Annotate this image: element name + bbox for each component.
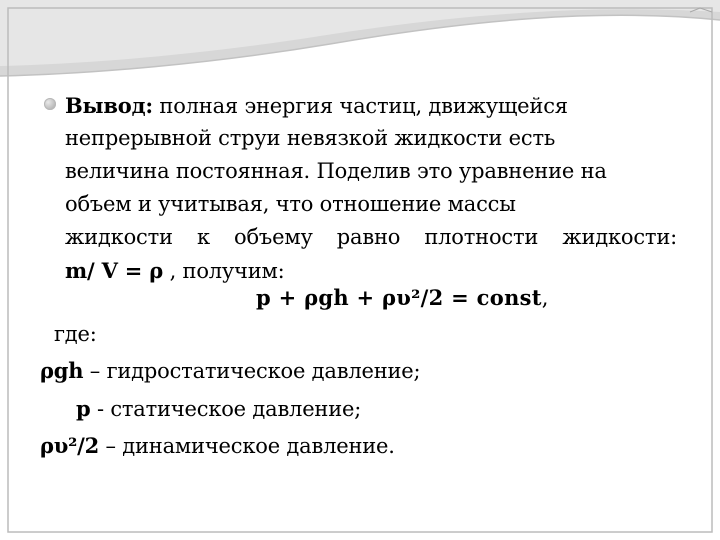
- definition-desc: – гидростатическое давление;: [83, 359, 421, 383]
- definition-desc: – динамическое давление.: [99, 434, 395, 458]
- bullet-icon: [44, 98, 56, 110]
- definition-term: ρυ²/2: [40, 433, 100, 458]
- conclusion-label: Вывод:: [65, 93, 153, 118]
- density-relation: m/ V = ρ: [65, 258, 164, 283]
- paragraph-line-4: объем и учитывая, что отношение массы: [65, 192, 516, 216]
- definition-term: p: [76, 396, 91, 421]
- paragraph-line-1: Вывод: полная энергия частиц, движущейся: [65, 93, 568, 118]
- definition-term: ρgh: [40, 358, 84, 383]
- definition-static: [76, 396, 361, 421]
- paragraph-line-3: величина постоянная. Поделив это уравнение на: [65, 159, 607, 183]
- definition-dynamic: [40, 433, 395, 458]
- paragraph-line-2: непрерывной струи невязкой жидкости есть: [65, 126, 556, 150]
- definition-desc: - статическое давление;: [90, 397, 362, 421]
- definitions-intro: где:: [54, 322, 97, 346]
- paragraph-line-6: m/ V = ρ , получим:: [65, 258, 285, 283]
- paragraph-line-5: жидкости к объему равно плотности жидкости:: [65, 225, 677, 249]
- definition-hydrostatic: [40, 358, 420, 383]
- bernoulli-formula: p + ρgh + ρυ²/2 = const,: [256, 285, 549, 310]
- main-paragraph: [65, 89, 677, 287]
